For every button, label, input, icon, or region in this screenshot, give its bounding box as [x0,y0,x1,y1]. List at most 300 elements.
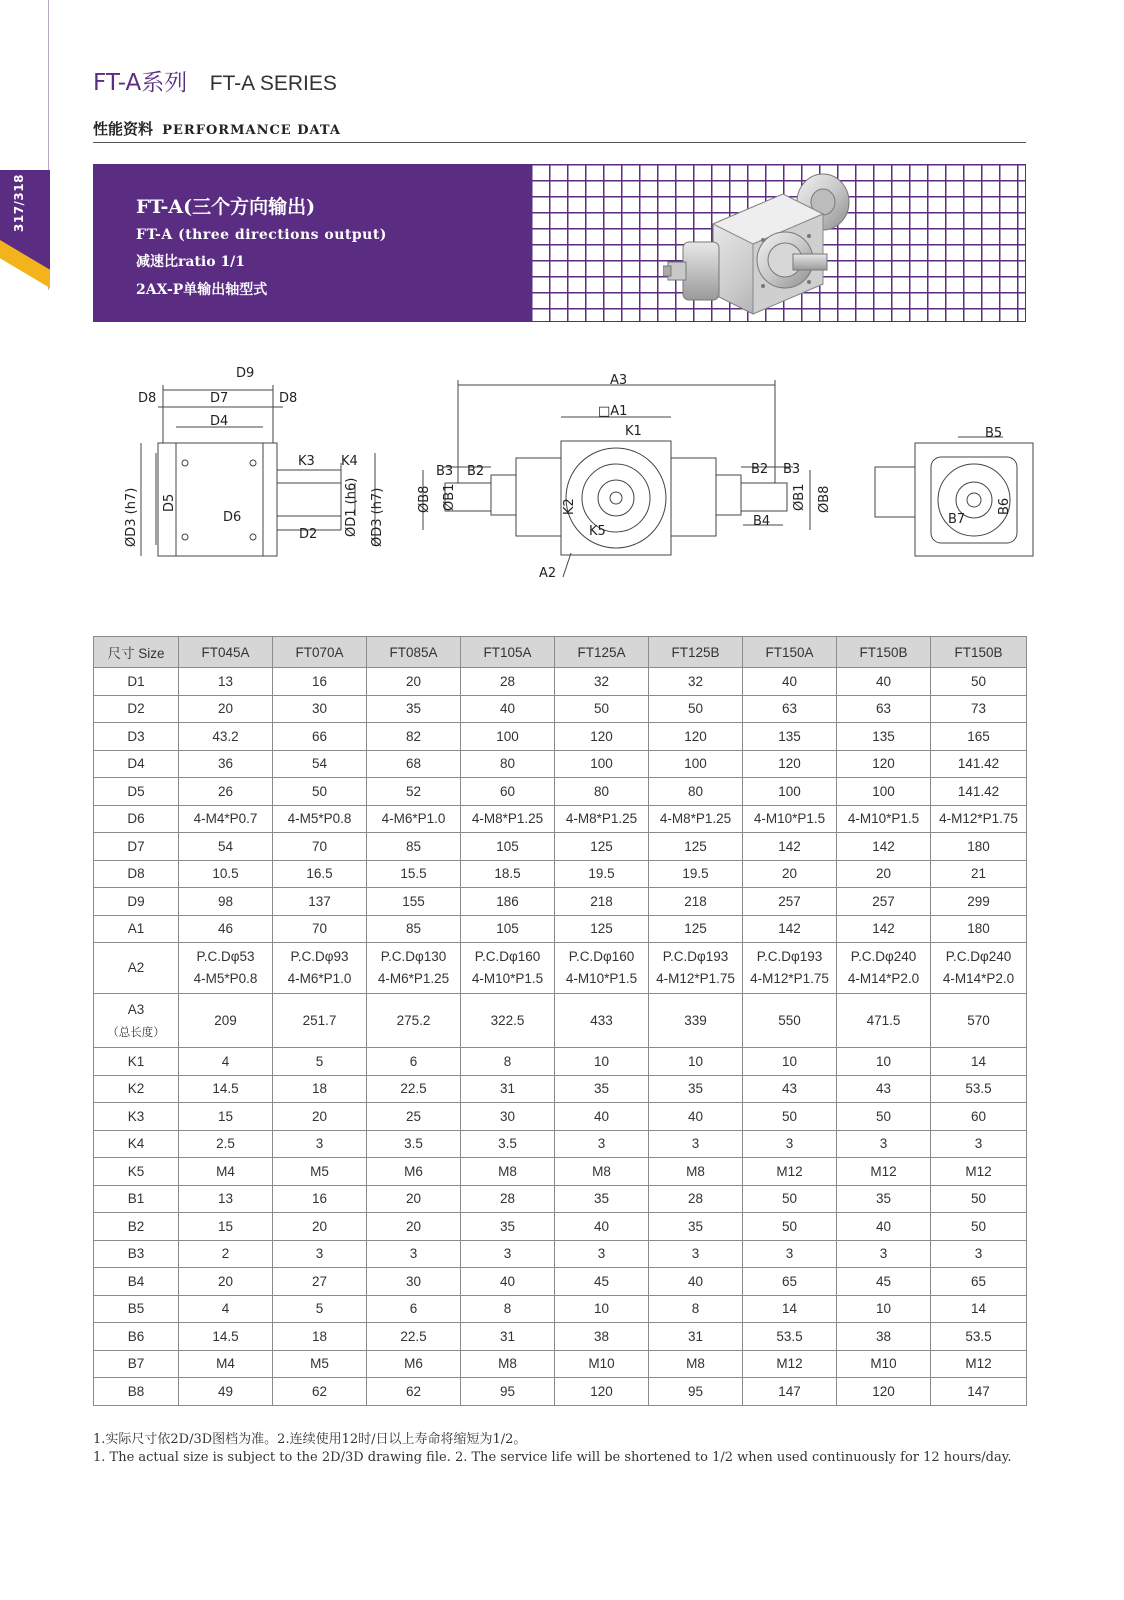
subtitle-en: PERFORMANCE DATA [162,123,341,138]
table-cell: 35 [837,1185,931,1213]
table-cell: 53.5 [931,1075,1027,1103]
table-cell [179,943,273,994]
table-cell: 43 [837,1075,931,1103]
table-cell [555,943,649,994]
table-cell: 80 [649,778,743,806]
table-cell: 62 [367,1378,461,1406]
table-cell: 63 [837,695,931,723]
table-cell: 186 [461,888,555,916]
table-cell: 27 [273,1268,367,1296]
table-cell: 142 [837,833,931,861]
table-cell: 50 [743,1103,837,1131]
table-cell: 3.5 [367,1130,461,1158]
gearbox-product-image [663,164,863,322]
table-cell: M12 [931,1350,1027,1378]
table-row [94,1130,1027,1158]
a2-pcd: P.C.Dφ53 [196,949,255,964]
table-row [94,1378,1027,1406]
table-cell: M8 [461,1350,555,1378]
table-cell: 180 [931,915,1027,943]
table-cell: 31 [461,1323,555,1351]
header-size: 尺寸 Size [94,637,179,668]
table-cell: 35 [649,1075,743,1103]
label-b1-left: ØB1 [442,483,457,511]
a2-thread: 4-M14*P2.0 [847,971,920,986]
table-cell: 49 [179,1378,273,1406]
table-cell: M6 [367,1350,461,1378]
header-model: FT125A [555,637,649,668]
table-cell: 50 [649,695,743,723]
table-cell: 135 [743,723,837,751]
table-cell: 3 [273,1130,367,1158]
table-cell: 80 [555,778,649,806]
table-cell: M10 [837,1350,931,1378]
table-cell: 40 [555,1103,649,1131]
table-cell: 16.5 [273,860,367,888]
table-cell: 14 [931,1295,1027,1323]
table-cell: 275.2 [367,994,461,1048]
table-cell: 3 [837,1130,931,1158]
row-label: K5 [94,1158,179,1186]
table-cell: 50 [743,1213,837,1241]
label-b2-left: B2 [467,464,485,479]
table-cell: 155 [367,888,461,916]
table-cell [743,943,837,994]
table-cell: 3 [555,1130,649,1158]
table-cell: 20 [179,695,273,723]
table-cell: 3 [649,1130,743,1158]
banner-line-4: 2AX-P单输出轴型式 [136,282,268,298]
table-row [94,723,1027,751]
a3-sublabel: （总长度） [107,1024,165,1039]
header-model: FT150B [931,637,1027,668]
title-cn: FT-A系列 [93,70,188,96]
table-cell: 19.5 [649,860,743,888]
row-label: A2 [94,943,179,994]
table-cell: 5 [273,1048,367,1076]
table-cell: 4-M6*P1.0 [367,805,461,833]
table-cell: 62 [273,1378,367,1406]
a2-pcd: P.C.Dφ240 [850,949,917,964]
table-cell: 218 [555,888,649,916]
table-cell: 147 [931,1378,1027,1406]
table-cell: M12 [743,1350,837,1378]
table-cell: 35 [555,1185,649,1213]
table-cell [367,943,461,994]
table-cell [837,943,931,994]
table-cell: 73 [931,695,1027,723]
table-cell: 125 [649,915,743,943]
label-d5: D5 [162,493,177,512]
table-cell: 4 [179,1295,273,1323]
table-cell: M8 [649,1158,743,1186]
row-label: K3 [94,1103,179,1131]
middle-view-body [561,441,671,555]
table-row [94,750,1027,778]
label-b8-left: ØB8 [417,485,432,513]
row-label: D3 [94,723,179,751]
table-cell: 20 [837,860,931,888]
table-cell: M12 [931,1158,1027,1186]
table-cell: 257 [837,888,931,916]
table-row [94,1158,1027,1186]
label-d3-left: ØD3 (h7) [124,487,139,547]
table-cell: 339 [649,994,743,1048]
table-cell: 43.2 [179,723,273,751]
table-row-a2 [94,943,1027,994]
table-cell: 21 [931,860,1027,888]
label-d7: D7 [210,391,229,406]
table-cell: 2.5 [179,1130,273,1158]
table-cell: 120 [649,723,743,751]
table-cell: 4-M12*P1.75 [931,805,1027,833]
table-cell: 4-M4*P0.7 [179,805,273,833]
table-cell: 35 [461,1213,555,1241]
table-cell: 120 [837,750,931,778]
label-b3-left: B3 [436,464,454,479]
table-cell: 257 [743,888,837,916]
table-cell: 3 [461,1240,555,1268]
a2-thread: 4-M12*P1.75 [656,971,735,986]
table-cell: 40 [837,1213,931,1241]
row-label: D7 [94,833,179,861]
table-cell: 20 [367,1213,461,1241]
table-cell: 125 [649,833,743,861]
table-cell: 54 [273,750,367,778]
a2-thread: 4-M6*P1.25 [377,971,450,986]
table-cell: 2 [179,1240,273,1268]
table-cell: 50 [931,1185,1027,1213]
table-cell: 100 [649,750,743,778]
row-label: A1 [94,915,179,943]
table-cell: 95 [461,1378,555,1406]
label-d2: D2 [299,527,318,542]
row-label [94,994,179,1048]
table-cell: 85 [367,833,461,861]
table-cell: 50 [555,695,649,723]
table-cell: 4-M8*P1.25 [649,805,743,833]
table-cell: 3 [837,1240,931,1268]
table-cell: 20 [179,1268,273,1296]
table-cell: 35 [367,695,461,723]
table-row [94,833,1027,861]
table-cell: 14.5 [179,1075,273,1103]
table-cell: 10 [555,1295,649,1323]
a2-thread: 4-M6*P1.0 [287,971,352,986]
table-row [94,1295,1027,1323]
table-cell: 141.42 [931,750,1027,778]
table-cell: 165 [931,723,1027,751]
a2-pcd: P.C.Dφ193 [662,949,729,964]
table-row [94,805,1027,833]
label-k2: K2 [562,498,577,515]
a2-thread: 4-M10*P1.5 [471,971,544,986]
table-cell: M5 [273,1158,367,1186]
table-cell: 53.5 [743,1323,837,1351]
table-cell: M8 [461,1158,555,1186]
label-d6: D6 [223,510,242,525]
label-b3-right: B3 [783,462,801,477]
table-cell: 8 [649,1295,743,1323]
table-row [94,1240,1027,1268]
table-cell: 40 [555,1213,649,1241]
header-model: FT085A [367,637,461,668]
header-model: FT070A [273,637,367,668]
table-cell: 125 [555,833,649,861]
subtitle-cn: 性能资料 [93,120,154,138]
table-cell: 180 [931,833,1027,861]
table-cell: 14.5 [179,1323,273,1351]
table-cell: 120 [555,723,649,751]
table-cell: 65 [931,1268,1027,1296]
table-cell: 15.5 [367,860,461,888]
table-row [94,888,1027,916]
row-label: B3 [94,1240,179,1268]
table-cell: 22.5 [367,1323,461,1351]
row-label: B2 [94,1213,179,1241]
table-cell: 3 [273,1240,367,1268]
performance-data-table [93,636,1027,1406]
table-row [94,915,1027,943]
table-cell: 10 [555,1048,649,1076]
table-cell: 38 [837,1323,931,1351]
label-k3: K3 [298,454,315,469]
table-cell: M4 [179,1350,273,1378]
header-model: FT150B [837,637,931,668]
table-cell: 10.5 [179,860,273,888]
table-cell: 3 [743,1240,837,1268]
table-cell: 8 [461,1048,555,1076]
table-cell: 54 [179,833,273,861]
table-cell: 50 [273,778,367,806]
label-b4: B4 [753,514,771,529]
label-b2-right: B2 [751,462,769,477]
a3-label: A3 [127,1001,145,1017]
table-cell: 100 [461,723,555,751]
table-cell: 20 [273,1103,367,1131]
a2-pcd: P.C.Dφ93 [290,949,349,964]
table-cell: 32 [555,668,649,696]
row-label: D5 [94,778,179,806]
table-cell: 60 [461,778,555,806]
table-row [94,1213,1027,1241]
table-cell: 218 [649,888,743,916]
row-label: B6 [94,1323,179,1351]
table-cell: 550 [743,994,837,1048]
table-cell: 30 [273,695,367,723]
table-cell: 8 [461,1295,555,1323]
table-cell [931,943,1027,994]
banner-line-1: FT-A(三个方向输出) [136,196,316,218]
row-label: D9 [94,888,179,916]
label-d3-right: ØD3 (h7) [370,487,385,547]
footnotes [93,1428,1011,1468]
table-cell: 147 [743,1378,837,1406]
table-cell: 209 [179,994,273,1048]
table-cell: 3 [931,1130,1027,1158]
table-cell: 35 [649,1213,743,1241]
table-cell: 38 [555,1323,649,1351]
row-label: B4 [94,1268,179,1296]
table-cell: 570 [931,994,1027,1048]
table-cell: 52 [367,778,461,806]
table-cell: 95 [649,1378,743,1406]
row-label: D2 [94,695,179,723]
table-cell: 13 [179,668,273,696]
a2-thread: 4-M5*P0.8 [193,971,258,986]
table-row [94,668,1027,696]
table-cell: 18 [273,1075,367,1103]
table-cell: 10 [743,1048,837,1076]
row-label: K1 [94,1048,179,1076]
table-cell: 120 [837,1378,931,1406]
table-cell: 135 [837,723,931,751]
a2-thread: 4-M14*P2.0 [942,971,1015,986]
table-cell: 6 [367,1295,461,1323]
table-cell [649,943,743,994]
table-cell: 141.42 [931,778,1027,806]
table-cell: 16 [273,668,367,696]
table-row [94,1323,1027,1351]
table-cell: 82 [367,723,461,751]
table-cell: 65 [743,1268,837,1296]
table-cell: 98 [179,888,273,916]
footnote-en: 1. The actual size is subject to the 2D/3D drawing file. 2. The service life will be shortened to 1/2 when used continuously for 12 hours/day. [93,1450,1012,1465]
table-cell: 85 [367,915,461,943]
table-cell: 13 [179,1185,273,1213]
label-d8-right: D8 [279,391,298,406]
table-cell: 20 [743,860,837,888]
table-cell: 4-M8*P1.25 [461,805,555,833]
label-d4: D4 [210,414,229,429]
header-model: FT045A [179,637,273,668]
table-row [94,860,1027,888]
table-cell: 40 [649,1103,743,1131]
table-cell: 105 [461,833,555,861]
table-cell: 66 [273,723,367,751]
table-cell: 50 [931,668,1027,696]
table-cell: 43 [743,1075,837,1103]
table-cell: 3 [555,1240,649,1268]
table-cell: 100 [555,750,649,778]
table-cell: 40 [461,695,555,723]
table-cell: 80 [461,750,555,778]
table-cell: 4-M8*P1.25 [555,805,649,833]
table-cell: 15 [179,1213,273,1241]
table-row-a3 [94,994,1027,1048]
table-cell: 142 [743,833,837,861]
row-label: D8 [94,860,179,888]
title-en: FT-A SERIES [209,72,337,95]
table-cell: M6 [367,1158,461,1186]
table-cell: M4 [179,1158,273,1186]
table-cell: 3.5 [461,1130,555,1158]
product-banner [93,164,1026,322]
banner-line-3: 减速比ratio 1/1 [136,254,246,270]
table-cell: M12 [743,1158,837,1186]
row-label: D4 [94,750,179,778]
left-view-body [176,443,263,556]
table-cell: 6 [367,1048,461,1076]
table-cell: 53.5 [931,1323,1027,1351]
table-cell: 100 [837,778,931,806]
table-cell: 4-M5*P0.8 [273,805,367,833]
table-cell: 28 [461,668,555,696]
table-cell: 45 [837,1268,931,1296]
table-cell: 100 [743,778,837,806]
table-cell: 26 [179,778,273,806]
a2-pcd: P.C.Dφ193 [756,949,823,964]
table-row [94,1185,1027,1213]
table-cell: 18.5 [461,860,555,888]
table-row [94,1048,1027,1076]
a2-thread: 4-M10*P1.5 [565,971,638,986]
table-cell: 20 [367,1185,461,1213]
table-cell: 10 [837,1048,931,1076]
a2-thread: 4-M12*P1.75 [750,971,829,986]
table-cell: M5 [273,1350,367,1378]
table-cell: 299 [931,888,1027,916]
table-cell: 433 [555,994,649,1048]
label-a3: A3 [610,373,628,388]
table-cell: 30 [461,1103,555,1131]
table-cell: 16 [273,1185,367,1213]
table-cell: 50 [837,1103,931,1131]
table-cell [461,943,555,994]
label-d9: D9 [236,366,255,381]
label-b8-right: ØB8 [817,485,832,513]
a2-pcd: P.C.Dφ130 [380,949,447,964]
header-model: FT125B [649,637,743,668]
table-cell: 20 [273,1213,367,1241]
row-label: D6 [94,805,179,833]
table-cell: 3 [931,1240,1027,1268]
table-cell: 3 [649,1240,743,1268]
table-row [94,1075,1027,1103]
table-cell: 28 [649,1185,743,1213]
banner-text [136,192,387,299]
table-cell: M10 [555,1350,649,1378]
label-a2: A2 [539,566,557,581]
table-cell: 70 [273,915,367,943]
table-cell: 25 [367,1103,461,1131]
label-k4: K4 [341,454,358,469]
table-row [94,1268,1027,1296]
table-cell: 68 [367,750,461,778]
table-cell: 63 [743,695,837,723]
table-cell: 19.5 [555,860,649,888]
technical-drawings [93,355,1053,595]
table-cell: 45 [555,1268,649,1296]
table-cell: 4-M10*P1.5 [743,805,837,833]
table-cell: 40 [837,668,931,696]
section-subtitle [93,118,341,139]
table-cell: 70 [273,833,367,861]
table-cell: 4-M10*P1.5 [837,805,931,833]
page-number: 317/318 [12,174,26,232]
header-model: FT150A [743,637,837,668]
label-d1: ØD1 (h6) [344,477,359,537]
table-cell: 322.5 [461,994,555,1048]
table-cell: M12 [837,1158,931,1186]
row-label: B1 [94,1185,179,1213]
table-cell: 18 [273,1323,367,1351]
table-cell: 40 [461,1268,555,1296]
a2-pcd: P.C.Dφ160 [568,949,635,964]
label-b1-right: ØB1 [792,483,807,511]
table-cell: 3 [743,1130,837,1158]
table-cell [273,943,367,994]
